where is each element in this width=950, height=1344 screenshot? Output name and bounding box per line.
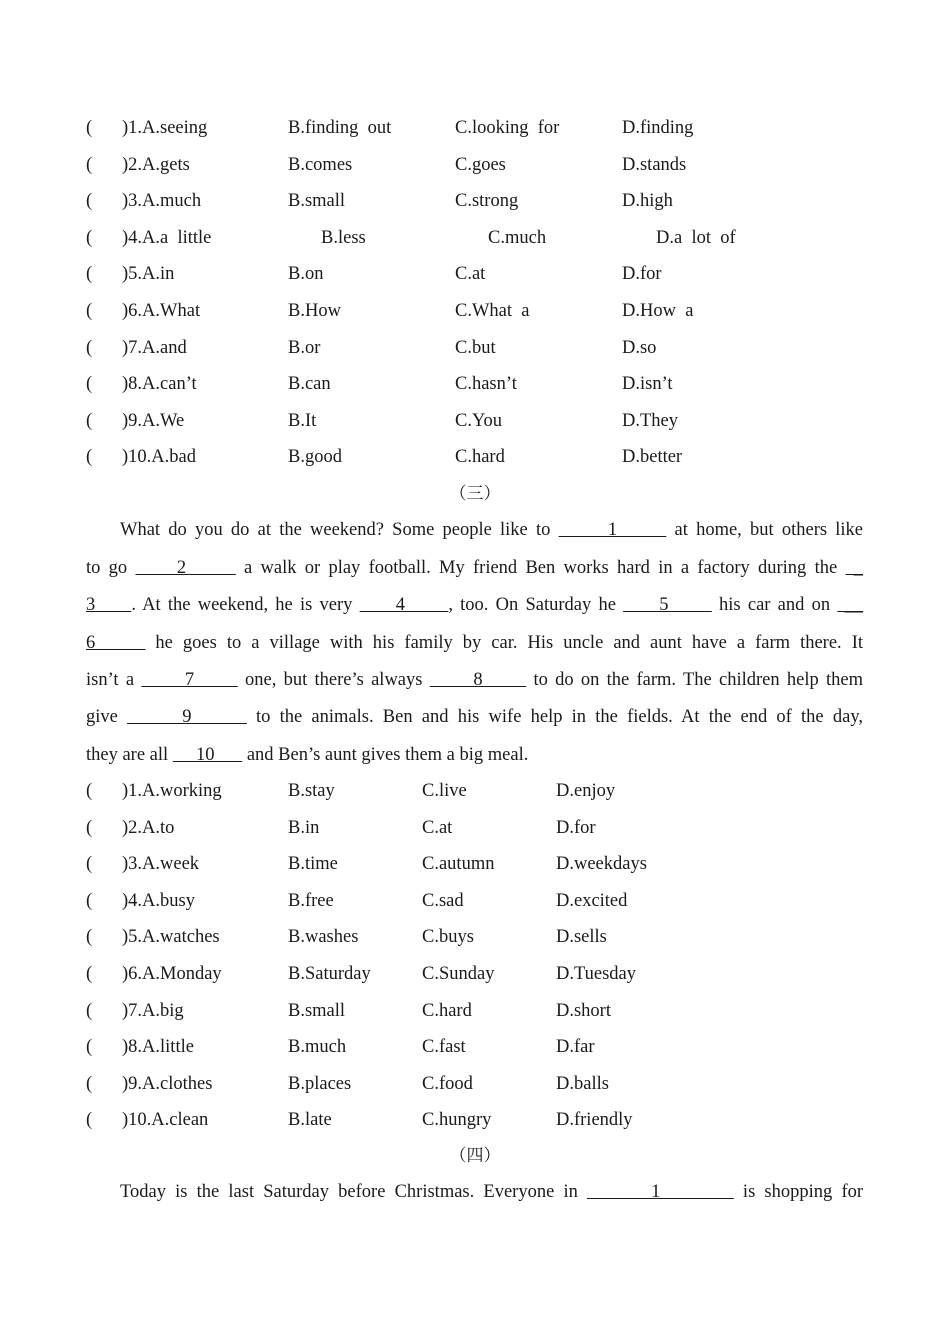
option-a: )1.A.working	[122, 781, 222, 801]
option-b: B.comes	[288, 154, 353, 175]
option-c: C.Sunday	[422, 964, 495, 984]
option-d: D.stands	[622, 154, 687, 175]
passage-text: a walk or play football. My friend Ben works hard in a factory during the	[235, 558, 846, 578]
option-a: )10.A.clean	[122, 1110, 209, 1131]
option-d: D.high	[622, 191, 673, 212]
option-d: D.weekdays	[556, 854, 647, 875]
option-c: C.fast	[422, 1037, 466, 1058]
option-a: )9.A.clothes	[122, 1073, 213, 1094]
passage-text: they are all	[86, 745, 173, 765]
answer-paren[interactable]: (	[86, 447, 93, 468]
option-d: D.for	[556, 817, 596, 838]
passage-line	[86, 743, 863, 767]
blank-7[interactable]: 7	[141, 670, 238, 690]
passage-line	[86, 556, 863, 580]
passage-text: to the animals. Ben and his wife help in the fields. At the end of the day,	[246, 707, 863, 727]
blank-3[interactable]: 3	[86, 595, 132, 615]
option-b: B.washes	[288, 927, 359, 948]
option-d: D.better	[622, 447, 683, 468]
passage-text: . At the weekend, he is very	[131, 595, 360, 615]
option-b: B.stay	[288, 781, 335, 801]
option-c: C.but	[455, 337, 496, 358]
option-a: )5.A.in	[122, 264, 175, 285]
option-a: )6.A.What	[122, 301, 201, 321]
answer-paren[interactable]: (	[86, 301, 93, 321]
answer-paren[interactable]: (	[86, 854, 93, 875]
answer-paren[interactable]: (	[86, 191, 93, 212]
answer-paren[interactable]: (	[86, 264, 93, 285]
option-a: )8.A.little	[122, 1037, 194, 1058]
option-a: )6.A.Monday	[122, 964, 222, 984]
passage-text: his car and on	[711, 595, 838, 615]
option-d: D.excited	[556, 890, 628, 911]
passage-text: is shopping for	[733, 1182, 864, 1202]
option-a: )7.A.big	[122, 1000, 184, 1021]
option-a: )2.A.to	[122, 817, 175, 838]
option-b: B.places	[288, 1073, 352, 1094]
option-d: D.enjoy	[556, 781, 616, 801]
option-b: B.It	[288, 410, 317, 431]
section-3-heading: （三）	[449, 484, 501, 504]
option-b: B.late	[288, 1110, 332, 1131]
option-a: )4.A.a little	[122, 227, 212, 248]
option-a: )10.A.bad	[122, 447, 196, 468]
answer-paren[interactable]: (	[86, 118, 93, 138]
option-a: )3.A.much	[122, 191, 202, 212]
passage-text: isn’t a	[86, 670, 142, 690]
option-d: D.They	[622, 410, 678, 431]
answer-paren[interactable]: (	[86, 410, 93, 431]
passage-text: What do you do at the weekend? Some people like to	[120, 520, 559, 540]
option-d: D.short	[556, 1000, 611, 1021]
option-c: C.sad	[422, 890, 464, 911]
option-d: D.finding	[622, 118, 694, 138]
blank-2[interactable]: 2	[135, 558, 236, 578]
option-b: B.on	[288, 264, 324, 285]
passage-line	[86, 631, 863, 655]
option-c: C.at	[455, 264, 486, 285]
blank-5[interactable]: 5	[623, 595, 712, 615]
option-c: C.looking for	[455, 118, 560, 138]
option-b: B.time	[288, 854, 338, 875]
option-b: B.much	[288, 1037, 347, 1058]
passage-text: at home, but others like	[666, 520, 864, 540]
option-d: D.far	[556, 1037, 595, 1058]
option-c: C.buys	[422, 927, 474, 948]
passage-line	[86, 705, 863, 729]
answer-paren[interactable]: (	[86, 890, 93, 911]
blank-9[interactable]: 9	[127, 707, 247, 727]
option-b: B.in	[288, 817, 320, 838]
answer-paren[interactable]: (	[86, 964, 93, 984]
option-c: C.You	[455, 410, 502, 431]
option-d: D.sells	[556, 927, 607, 948]
answer-paren[interactable]: (	[86, 781, 93, 801]
option-b: B.less	[321, 227, 366, 248]
answer-paren[interactable]: (	[86, 154, 93, 175]
passage-text: give	[86, 707, 128, 727]
option-c: C.hard	[455, 447, 505, 468]
option-d: D.friendly	[556, 1110, 633, 1131]
option-a: )9.A.We	[122, 410, 185, 431]
answer-paren[interactable]: (	[86, 374, 93, 395]
option-b: B.small	[288, 191, 346, 212]
blank-4[interactable]: 4	[359, 595, 449, 615]
passage-text: , too. On Saturday he	[448, 595, 624, 615]
answer-paren[interactable]: (	[86, 927, 93, 948]
passage-text: to do on the farm. The children help them	[526, 670, 863, 690]
answer-paren[interactable]: (	[86, 227, 93, 248]
option-c: C.goes	[455, 154, 506, 175]
option-d: D.a lot of	[656, 227, 736, 248]
passage-line	[86, 593, 863, 617]
option-c: C.live	[422, 781, 467, 801]
option-d: D.isn’t	[622, 374, 673, 395]
option-c: C.at	[422, 817, 453, 838]
option-c: C.hungry	[422, 1110, 492, 1131]
option-a: )7.A.and	[122, 337, 187, 358]
answer-paren[interactable]: (	[86, 1110, 93, 1131]
option-d: D.so	[622, 337, 657, 358]
option-d: D.How a	[622, 301, 694, 321]
blank-1[interactable]: 1	[558, 520, 667, 540]
blank-8[interactable]: 8	[429, 670, 527, 690]
option-c: C.hard	[422, 1000, 472, 1021]
option-b: B.can	[288, 374, 331, 395]
answer-paren[interactable]: (	[86, 1073, 93, 1094]
answer-paren[interactable]: (	[86, 817, 93, 838]
option-a: )2.A.gets	[122, 154, 190, 175]
option-a: )5.A.watches	[122, 927, 220, 948]
blank-1[interactable]: 1	[587, 1182, 734, 1202]
blank-3-start[interactable]: _	[845, 558, 863, 578]
option-a: )3.A.week	[122, 854, 200, 875]
option-b: B.How	[288, 301, 341, 321]
option-b: B.finding out	[288, 118, 392, 138]
answer-paren[interactable]: (	[86, 1000, 93, 1021]
section-4-heading: （四）	[449, 1146, 501, 1166]
option-b: B.Saturday	[288, 964, 371, 984]
passage-line	[86, 668, 863, 692]
passage-text: he goes to a village with his family by car. His uncle and aunt have a farm there. It	[145, 633, 864, 653]
blank-6[interactable]: 6	[86, 633, 146, 653]
answer-paren[interactable]: (	[86, 1037, 93, 1058]
option-a: )4.A.busy	[122, 890, 195, 911]
option-d: D.Tuesday	[556, 964, 637, 984]
option-a: )1.A.seeing	[122, 118, 208, 138]
option-a: )8.A.can’t	[122, 374, 197, 395]
option-c: C.strong	[455, 191, 519, 212]
answer-paren[interactable]: (	[86, 337, 93, 358]
passage-text: one, but there’s always	[237, 670, 430, 690]
passage-text: to go	[86, 558, 136, 578]
passage-text: and Ben’s aunt gives them a big meal.	[242, 745, 529, 765]
passage-line	[120, 1180, 863, 1204]
option-c: C.much	[488, 227, 547, 248]
option-d: D.for	[622, 264, 662, 285]
option-c: C.food	[422, 1073, 473, 1094]
blank-6-start[interactable]: __	[837, 595, 864, 615]
option-b: B.free	[288, 890, 334, 911]
blank-10[interactable]: 10	[172, 745, 243, 765]
option-b: B.good	[288, 447, 342, 468]
option-b: B.or	[288, 337, 321, 358]
option-c: C.autumn	[422, 854, 495, 875]
option-d: D.balls	[556, 1073, 609, 1094]
passage-line	[120, 518, 863, 542]
passage-text: Today is the last Saturday before Christmas. Everyone in	[120, 1182, 588, 1202]
option-c: C.What a	[455, 301, 530, 321]
option-b: B.small	[288, 1000, 346, 1021]
option-c: C.hasn’t	[455, 374, 517, 395]
